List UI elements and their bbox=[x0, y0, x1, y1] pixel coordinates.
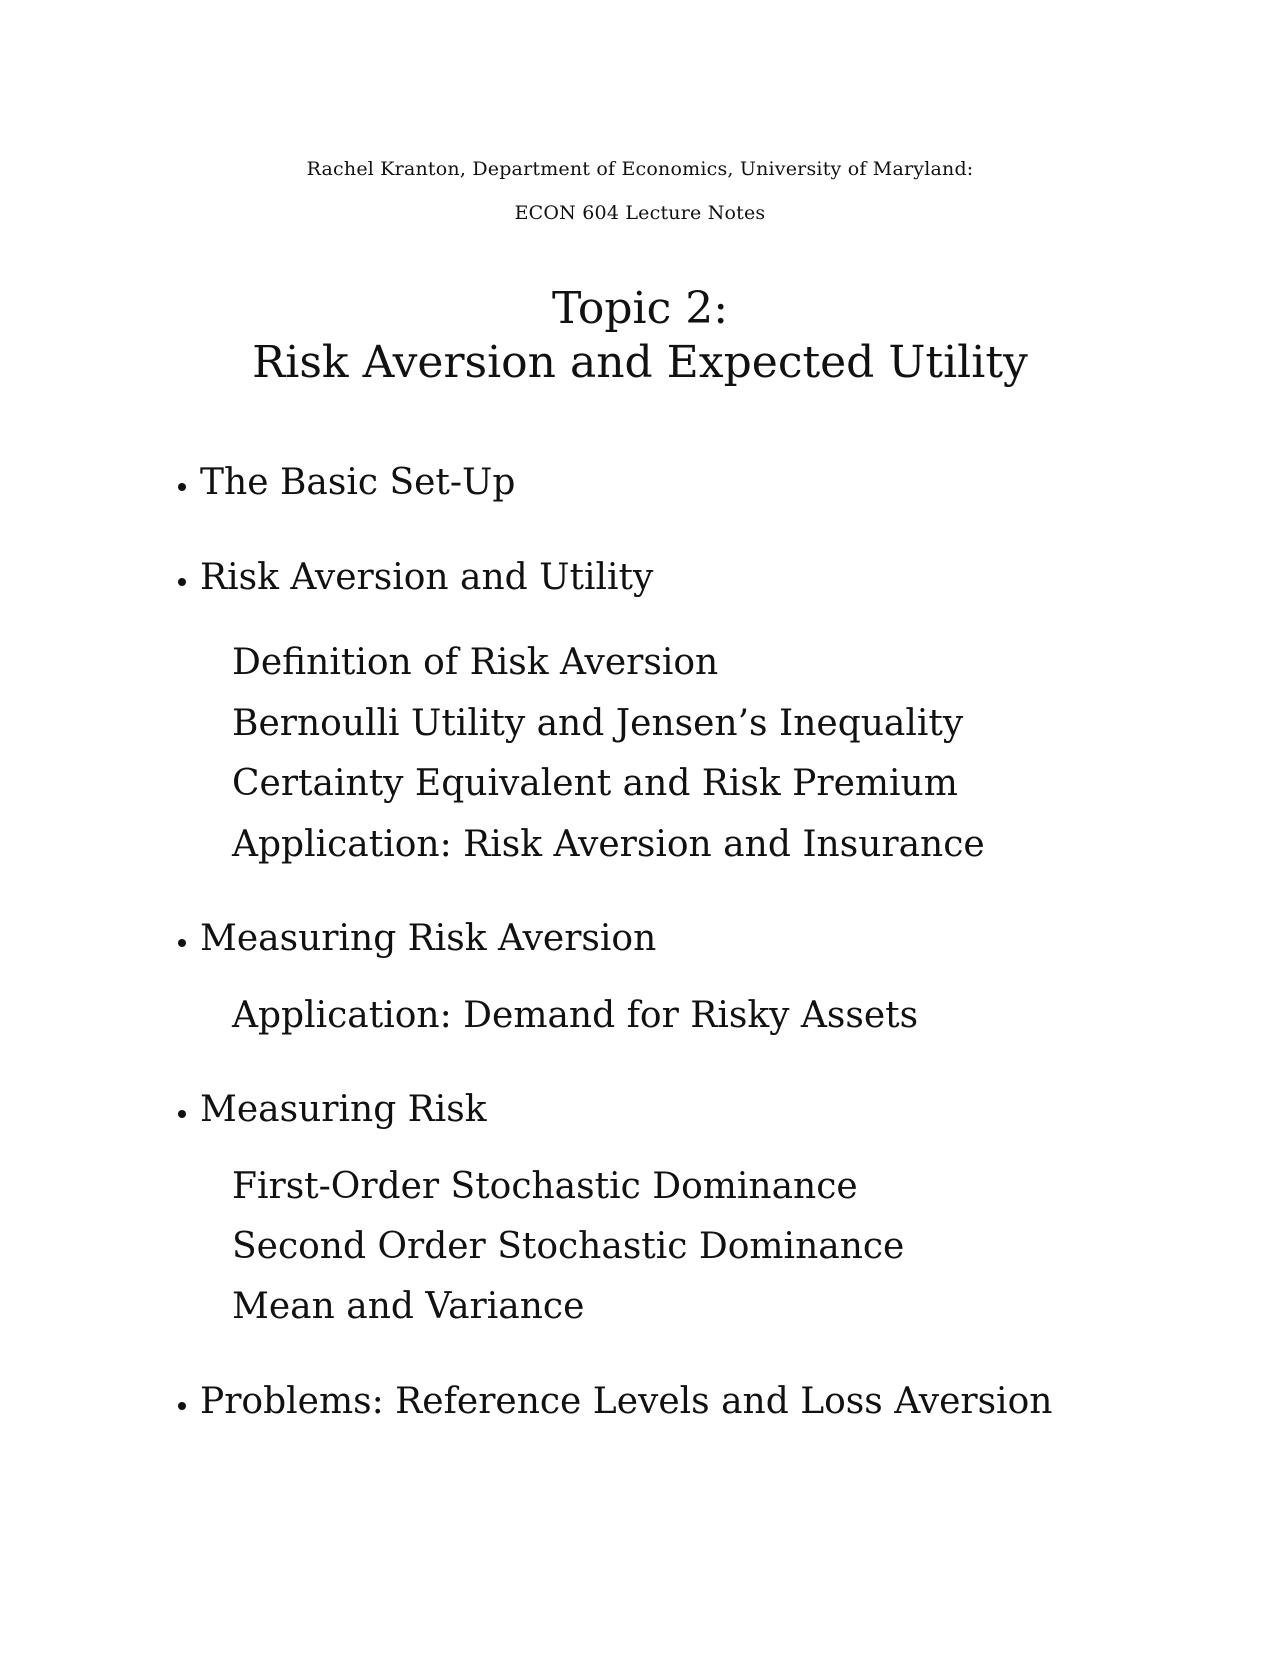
outline-item-label: Risk Aversion and Utility bbox=[200, 557, 654, 598]
outline-item bbox=[178, 461, 515, 505]
outline-item bbox=[178, 556, 653, 600]
bullet-icon bbox=[178, 578, 186, 586]
outline-item bbox=[178, 1380, 1052, 1424]
outline-item bbox=[178, 1088, 487, 1132]
bullet-icon bbox=[178, 939, 186, 947]
outline-item bbox=[178, 917, 656, 961]
outline-subitem: Application: Risk Aversion and Insurance bbox=[232, 824, 985, 865]
bullet-icon bbox=[178, 483, 186, 491]
outline-subitem: Second Order Stochastic Dominance bbox=[232, 1226, 905, 1267]
topic-number: Topic 2: bbox=[551, 283, 729, 334]
outline-subitem: Certainty Equivalent and Risk Premium bbox=[232, 763, 958, 804]
topic-title: Risk Aversion and Expected Utility bbox=[252, 337, 1028, 388]
outline-subitem: Mean and Variance bbox=[232, 1286, 585, 1327]
outline-item-label: The Basic Set-Up bbox=[200, 462, 516, 503]
course-label: ECON 604 Lecture Notes bbox=[514, 202, 766, 224]
outline-item-label: Problems: Reference Levels and Loss Aversion bbox=[200, 1381, 1053, 1422]
outline-subitem: First-Order Stochastic Dominance bbox=[232, 1166, 858, 1207]
outline-item-label: Measuring Risk bbox=[200, 1089, 487, 1130]
author-affiliation: Rachel Kranton, Department of Economics, University of Maryland: bbox=[306, 158, 974, 180]
outline-item-label: Measuring Risk Aversion bbox=[200, 918, 657, 959]
outline-subitem: Bernoulli Utility and Jensen’s Inequality bbox=[232, 703, 964, 744]
bullet-icon bbox=[178, 1110, 186, 1118]
outline-subitem: Definition of Risk Aversion bbox=[232, 642, 719, 683]
bullet-icon bbox=[178, 1402, 186, 1410]
outline-subitem: Application: Demand for Risky Assets bbox=[232, 995, 919, 1036]
